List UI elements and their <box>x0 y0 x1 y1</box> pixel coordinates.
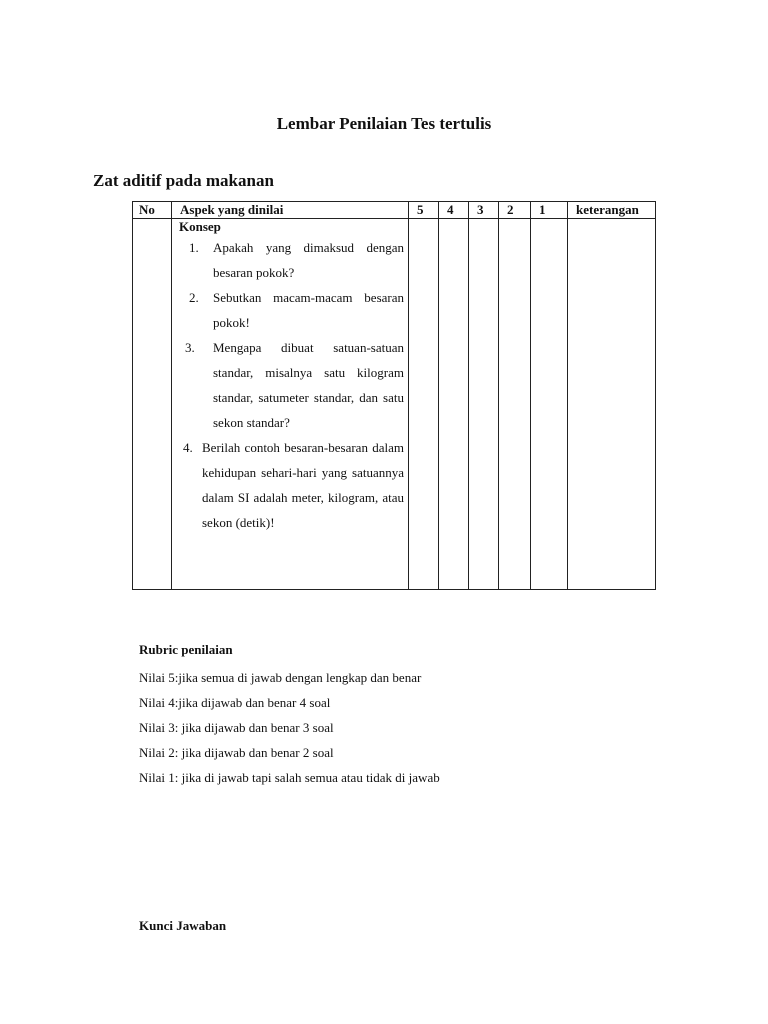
header-aspek: Aspek yang dinilai <box>172 202 409 219</box>
header-score-5: 5 <box>409 202 439 219</box>
section-label: Konsep <box>179 219 221 234</box>
rubric-line: Nilai 5:jika semua di jawab dengan lengkap dan benar <box>139 670 422 685</box>
cell-keterangan[interactable] <box>568 219 656 590</box>
question-number: 3. <box>185 340 195 355</box>
rubric-title: Rubric penilaian <box>139 642 233 657</box>
header-score-1: 1 <box>531 202 568 219</box>
cell-score-4[interactable] <box>439 219 469 590</box>
cell-aspek <box>172 219 409 590</box>
rubric-line: Nilai 4:jika dijawab dan benar 4 soal <box>139 695 331 710</box>
header-score-4: 4 <box>439 202 469 219</box>
list-item <box>179 235 404 285</box>
page-subtitle: Zat aditif pada makanan <box>93 171 274 190</box>
cell-score-1[interactable] <box>531 219 568 590</box>
answer-key-title: Kunci Jawaban <box>139 918 227 933</box>
question-text: Berilah contoh besaran-besaran dalam kehidupan sehari-hari yang satuannya dalam SI adalah meter, kilogram, atau sekon (detik)! <box>202 440 404 530</box>
cell-score-3[interactable] <box>469 219 499 590</box>
assessment-table <box>132 201 656 590</box>
rubric-line: Nilai 3: jika dijawab dan benar 3 soal <box>139 720 334 735</box>
rubric-line: Nilai 1: jika di jawab tapi salah semua atau tidak di jawab <box>139 770 440 785</box>
question-list <box>179 235 404 535</box>
page-title: Lembar Penilaian Tes tertulis <box>276 114 492 133</box>
question-number: 4. <box>183 440 193 455</box>
table-header-row <box>133 202 656 219</box>
question-text: Sebutkan macam-macam besaran pokok! <box>213 290 404 330</box>
list-item <box>179 335 404 435</box>
cell-no <box>133 219 172 590</box>
rubric-line: Nilai 2: jika dijawab dan benar 2 soal <box>139 745 334 760</box>
question-number: 2. <box>189 290 199 305</box>
table-row <box>133 219 656 590</box>
list-item <box>179 435 404 535</box>
header-score-3: 3 <box>469 202 499 219</box>
list-item <box>179 285 404 335</box>
question-text: Mengapa dibuat satuan-satuan standar, misalnya satu kilogram standar, satumeter standar, dan satu sekon standar? <box>213 340 404 430</box>
cell-score-2[interactable] <box>499 219 531 590</box>
cell-score-5[interactable] <box>409 219 439 590</box>
rubric-section <box>139 640 440 790</box>
header-score-2: 2 <box>499 202 531 219</box>
question-number: 1. <box>189 240 199 255</box>
header-no: No <box>133 202 172 219</box>
header-keterangan: keterangan <box>568 202 656 219</box>
question-text: Apakah yang dimaksud dengan besaran pokok? <box>213 240 404 280</box>
